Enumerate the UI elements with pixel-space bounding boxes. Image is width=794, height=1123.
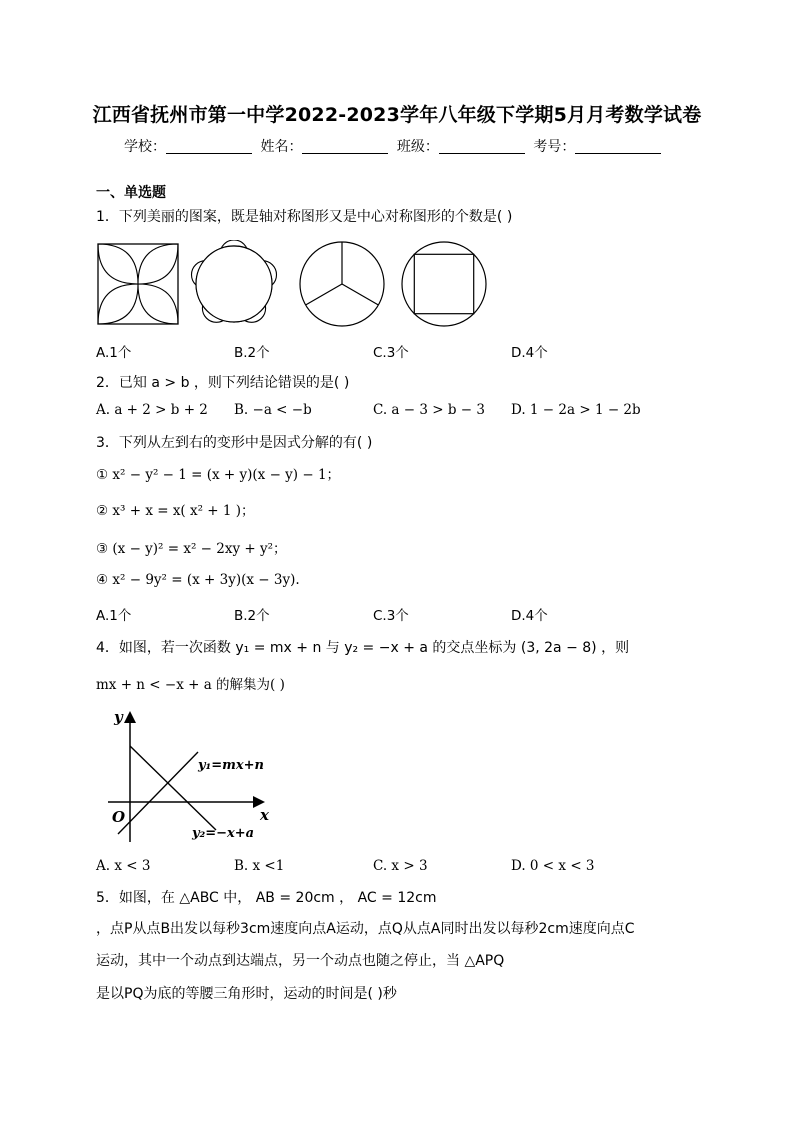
q1-option-a[interactable]: A.1个 (96, 345, 132, 361)
q4-stem-line2: mx + n < −x + a 的解集为( ) (96, 677, 285, 693)
page-title: 江西省抚州市第一中学2022-2023学年八年级下学期5月月考数学试卷 (92, 104, 702, 126)
q1-figures (94, 240, 494, 330)
q5-line3: 运动，其中一个动点到达端点，另一个动点也随之停止，当 △APQ (96, 953, 505, 969)
q4-graph (100, 702, 280, 847)
q1-stem: 1．下列美丽的图案，既是轴对称图形又是中心对称图形的个数是( ) (96, 209, 513, 225)
q2-option-b[interactable]: B. −a < −b (234, 402, 312, 418)
figure-flower (192, 240, 277, 322)
info-label-name: 姓名： (260, 139, 303, 155)
figure-circle-square (402, 242, 486, 326)
q4-option-a[interactable]: A. x < 3 (96, 858, 151, 874)
name-blank[interactable] (302, 139, 388, 154)
line2-label: y₂=−x+a (192, 826, 255, 841)
q4-option-d[interactable]: D. 0 < x < 3 (511, 858, 595, 874)
figure-square-petals (98, 244, 178, 324)
class-blank[interactable] (439, 139, 525, 154)
q2-stem: 2．已知 a > b ，则下列结论错误的是( ) (96, 375, 350, 391)
q3-option-b[interactable]: B.2个 (234, 608, 270, 624)
figure-circle-three-parts (300, 242, 384, 326)
q3-item-4: ④ x² − 9y² = (x + 3y)(x − 3y). (96, 572, 300, 588)
info-label-school: 学校： (124, 139, 166, 155)
q3-option-a[interactable]: A.1个 (96, 608, 132, 624)
q2-option-d[interactable]: D. 1 − 2a > 1 − 2b (511, 402, 641, 418)
y-axis-label: y (114, 708, 123, 726)
q3-item-2: ② x³ + x = x( x² + 1 )； (96, 503, 255, 519)
q2-option-a[interactable]: A. a + 2 > b + 2 (96, 402, 208, 418)
info-label-class: 班级： (396, 139, 439, 155)
line1-label: y₁=mx+n (198, 758, 264, 773)
q4-option-b[interactable]: B. x <1 (234, 858, 285, 874)
q3-item-1: ① x² − y² − 1 = (x + y)(x − y) − 1； (96, 467, 341, 483)
q4-stem-line1: 4．如图，若一次函数 y₁ = mx + n 与 y₂ = −x + a 的交点坐标为 (3, 2a − 8) ，则 (96, 640, 630, 656)
x-axis-label: x (260, 806, 269, 824)
q3-option-c[interactable]: C.3个 (373, 608, 409, 624)
section-heading: 一、单选题 (96, 185, 166, 201)
q3-item-3: ③ (x − y)² = x² − 2xy + y²； (96, 541, 287, 557)
q4-option-c[interactable]: C. x > 3 (373, 858, 428, 874)
number-blank[interactable] (575, 139, 661, 154)
q1-option-d[interactable]: D.4个 (511, 345, 548, 361)
info-label-number: 考号： (533, 139, 576, 155)
q1-option-c[interactable]: C.3个 (373, 345, 409, 361)
q2-option-c[interactable]: C. a − 3 > b − 3 (373, 402, 485, 418)
q3-option-d[interactable]: D.4个 (511, 608, 548, 624)
q5-line2: ，点P从点B出发以每秒3cm速度向点A运动，点Q从点A同时出发以每秒2cm速度向点C (96, 921, 635, 937)
student-info-line (124, 136, 665, 156)
origin-label: O (112, 808, 126, 826)
q1-option-b[interactable]: B.2个 (234, 345, 270, 361)
q3-stem: 3．下列从左到右的变形中是因式分解的有( ) (96, 435, 373, 451)
q5-line1: 5．如图，在 △ABC 中， AB = 20cm ， AC = 12cm (96, 890, 437, 906)
q5-line4: 是以PQ为底的等腰三角形时，运动的时间是( )秒 (96, 986, 397, 1002)
school-blank[interactable] (166, 139, 252, 154)
